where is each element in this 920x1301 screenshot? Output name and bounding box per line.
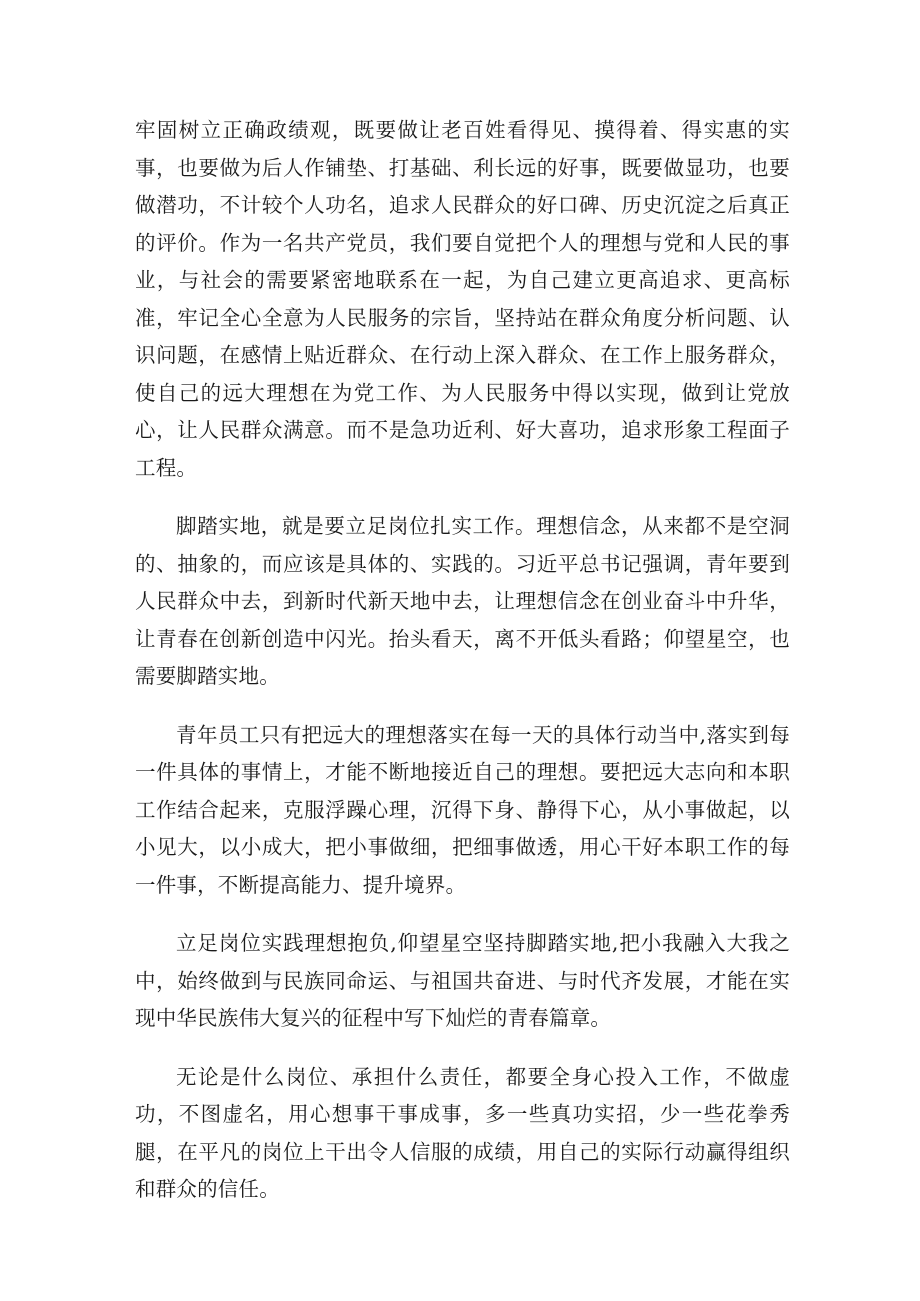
paragraph-3: 青年员工只有把远大的理想落实在每一天的具体行动当中,落实到每一件具体的事情上，才能不断地接近自己的理想。要把远大志向和本职工作结合起来，克服浮躁心理，沉得下身、静得下心，从小事做起，以小见大，以小成大，把小事做细，把细事做透，用心干好本职工作的每一件事，不断提高能力、提升境界。 [135, 722, 790, 897]
document-body [135, 112, 790, 1230]
paragraph-2: 脚踏实地，就是要立足岗位扎实工作。理想信念，从来都不是空洞的、抽象的，而应该是具体的、实践的。习近平总书记强调，青年要到人民群众中去，到新时代新天地中去，让理想信念在创业奋斗中升华，让青春在创新创造中闪光。抬头看天，离不开低头看路；仰望星空，也需要脚踏实地。 [135, 514, 790, 688]
paragraph-1: 牢固树立正确政绩观，既要做让老百姓看得见、摸得着、得实惠的实事，也要做为后人作铺垫、打基础、利长远的好事，既要做显功，也要做潜功，不计较个人功名，追求人民群众的好口碑、历史沉淀之后真正的评价。作为一名共产党员，我们要自觉把个人的理想与党和人民的事业，与社会的需要紧密地联系在一起，为自己建立更高追求、更高标准，牢记全心全意为人民服务的宗旨，坚持站在群众角度分析问题、认识问题，在感情上贴近群众、在行动上深入群众、在工作上服务群众，使自己的远大理想在为党工作、为人民服务中得以实现，做到让党放心，让人民群众满意。而不是急功近利、好大喜功，追求形象工程面子工程。 [135, 118, 790, 480]
paragraph-4: 立足岗位实践理想抱负,仰望星空坚持脚踏实地,把小我融入大我之中，始终做到与民族同命运、与祖国共奋进、与时代齐发展，才能在实现中华民族伟大复兴的征程中写下灿烂的青春篇章。 [135, 931, 790, 1030]
paragraph-5: 无论是什么岗位、承担什么责任，都要全身心投入工作，不做虚功，不图虚名，用心想事干事成事，多一些真功实招，少一些花拳秀腿，在平凡的岗位上干出令人信服的成绩，用自己的实际行动赢得组织和群众的信任。 [135, 1064, 790, 1201]
